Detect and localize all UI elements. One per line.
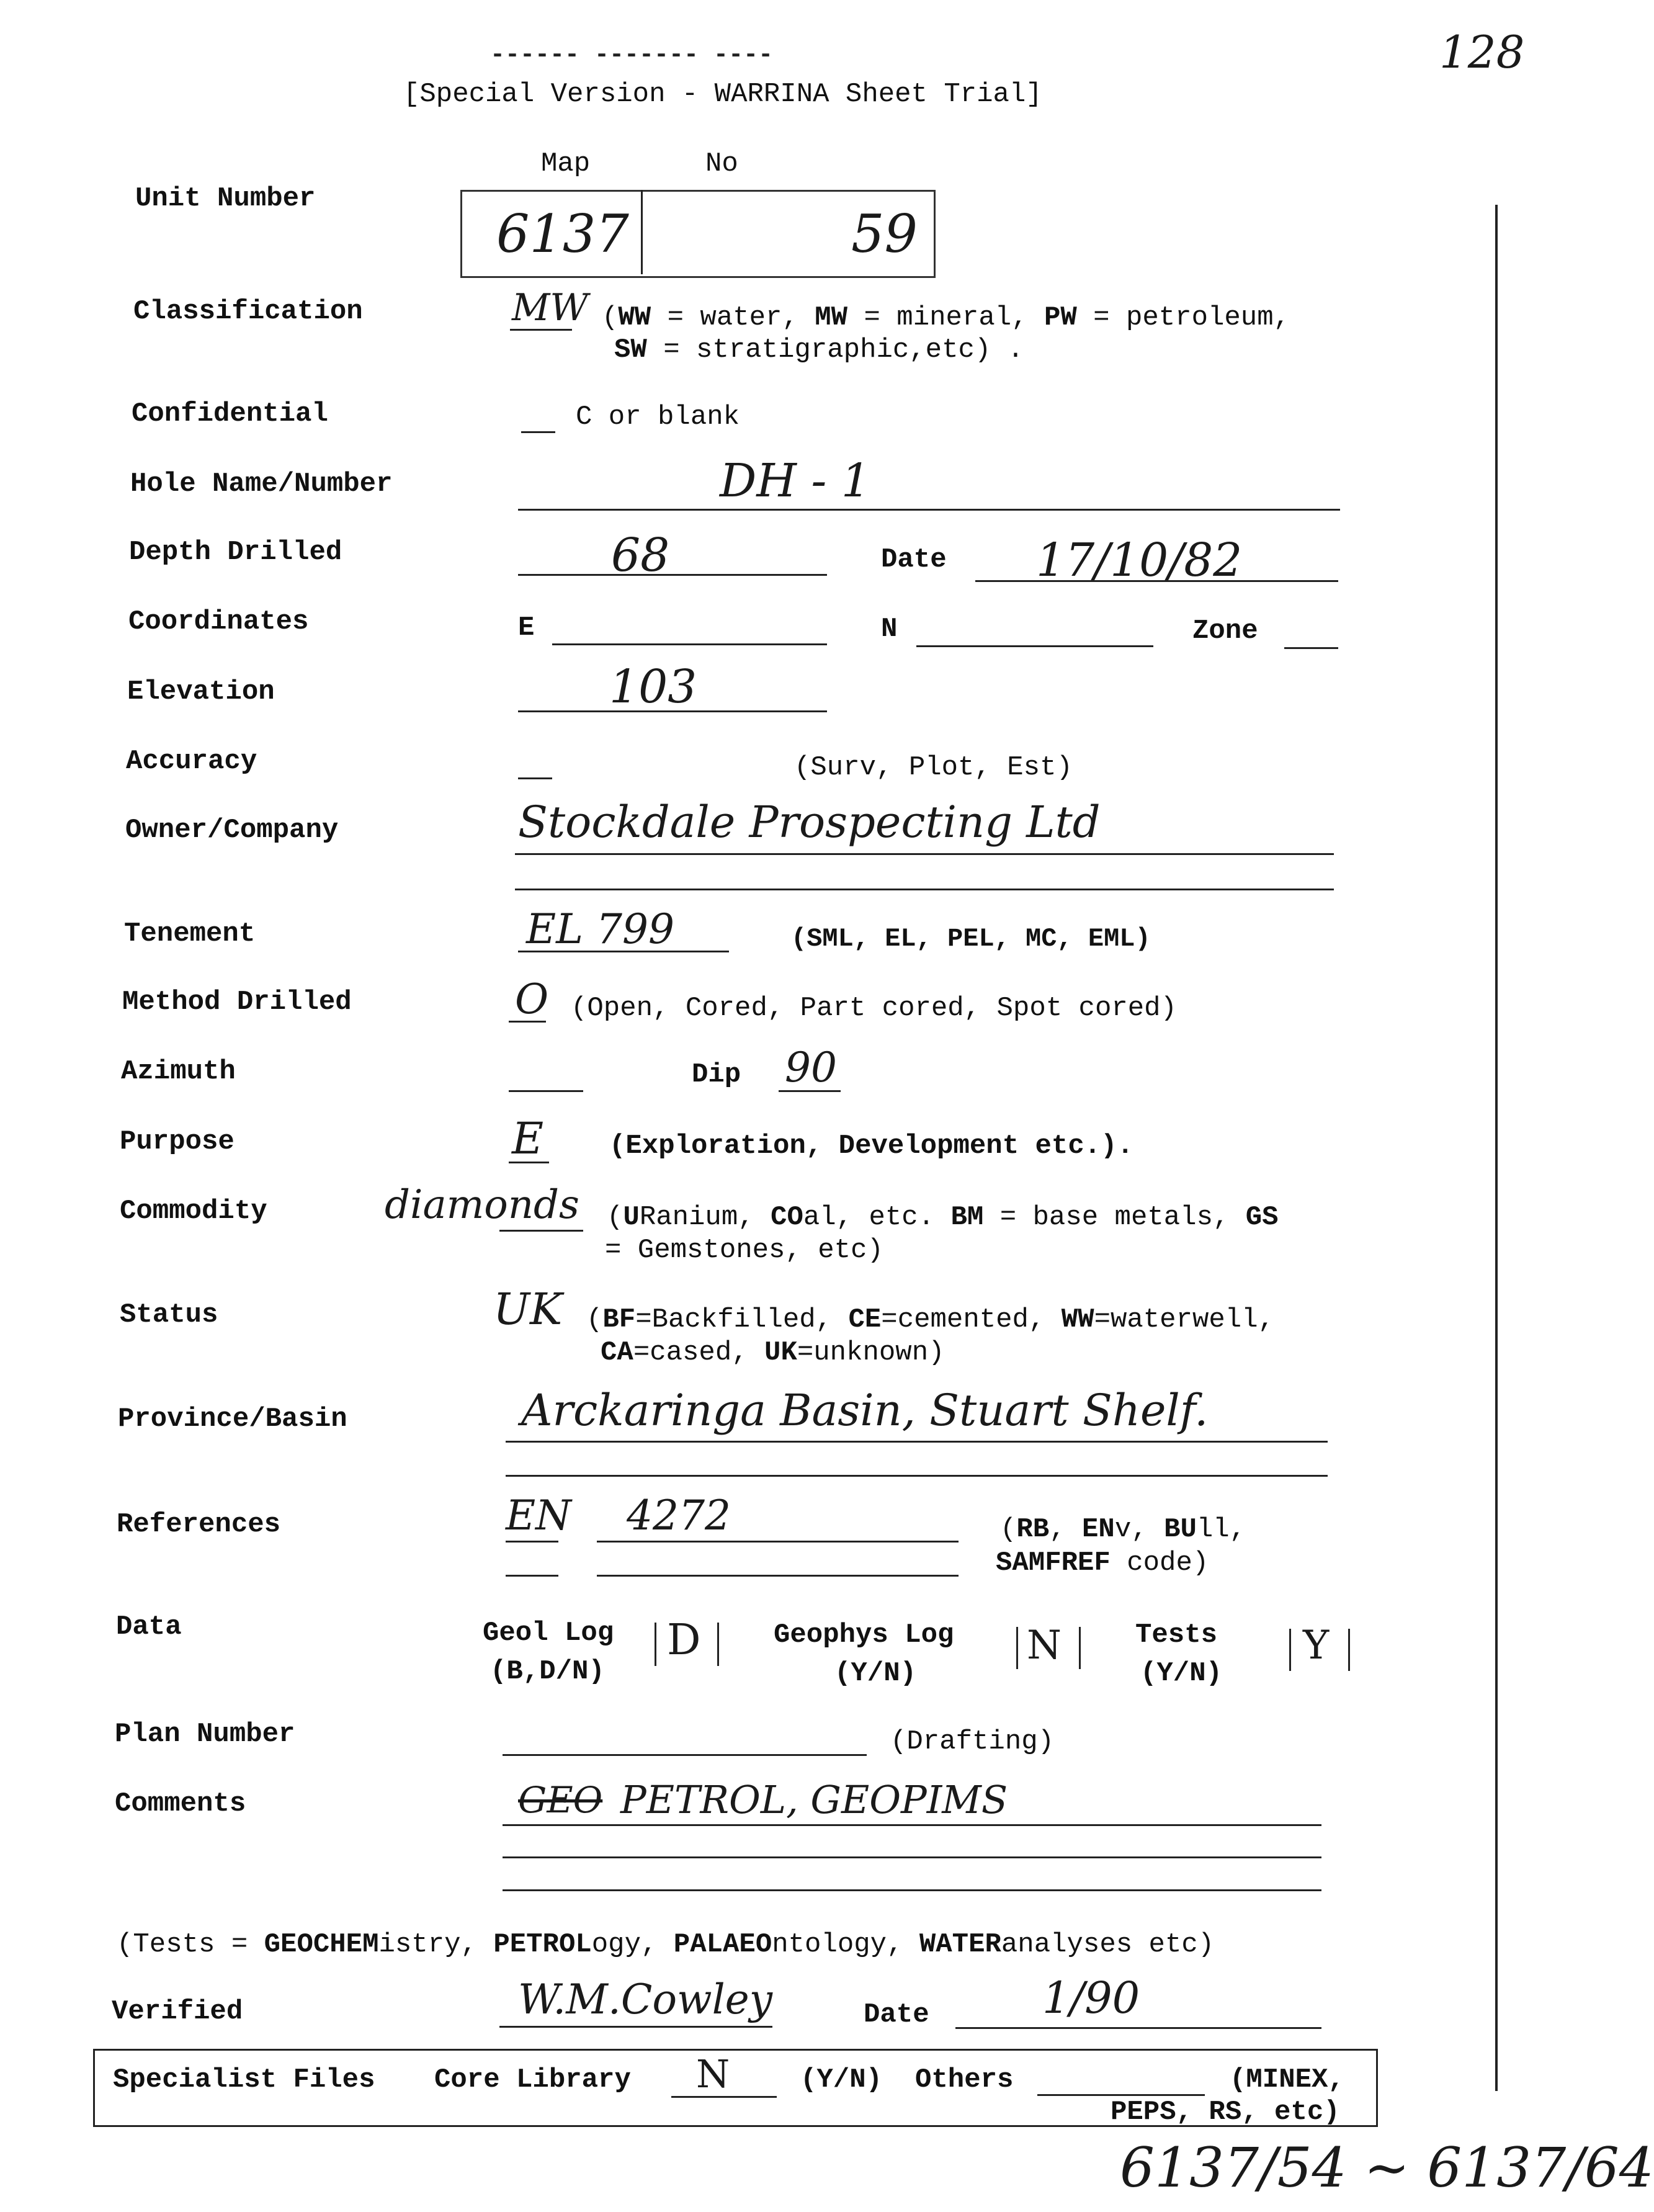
comments-field-2[interactable] <box>503 1856 1321 1858</box>
verified-date-value: 1/90 <box>1042 1972 1140 2023</box>
tenement-label: Tenement <box>124 918 256 949</box>
status-value: UK <box>493 1284 563 1335</box>
core-library-yn: (Y/N) <box>800 2064 883 2095</box>
unit-number-divider <box>641 190 643 274</box>
page-number: 128 <box>1439 26 1525 78</box>
reference-type-value: EN <box>506 1492 571 1539</box>
classification-label: Classification <box>133 296 363 327</box>
verified-date-label: Date <box>864 1999 929 2030</box>
verified-date-field[interactable] <box>955 2027 1321 2029</box>
purpose-field[interactable] <box>509 1162 549 1163</box>
comments-value: PETROL, GEOPIMS <box>620 1777 1008 1822</box>
geophys-log-label: Geophys Log <box>774 1619 954 1650</box>
geophys-log-help: (Y/N) <box>834 1658 917 1689</box>
classification-help-2: SW = stratigraphic,etc) . <box>614 334 1024 365</box>
accuracy-label: Accuracy <box>126 746 257 777</box>
tenement-help: (SML, EL, PEL, MC, EML) <box>791 924 1151 954</box>
tenement-field[interactable] <box>518 951 729 952</box>
confidential-field[interactable] <box>521 431 555 433</box>
references-help-1: (RB, ENv, BUll, <box>1000 1514 1246 1545</box>
zone-label: Zone <box>1192 616 1258 647</box>
status-label: Status <box>120 1299 218 1330</box>
tests-value: Y <box>1303 1623 1330 1668</box>
reference-number-field-2[interactable] <box>597 1575 959 1577</box>
core-library-field[interactable] <box>671 2096 777 2098</box>
commodity-value: diamonds <box>385 1182 579 1228</box>
province-basin-field[interactable] <box>506 1441 1328 1443</box>
method-drilled-field[interactable] <box>509 1021 546 1023</box>
owner-company-value: Stockdale Prospecting Ltd <box>518 797 1101 848</box>
province-basin-label: Province/Basin <box>118 1404 347 1435</box>
geol-log-help: (B,D/N) <box>490 1656 605 1687</box>
dip-label: Dip <box>692 1059 741 1090</box>
northing-label: N <box>881 614 898 645</box>
dip-value: 90 <box>785 1044 837 1091</box>
others-help-1: (MINEX, <box>1230 2064 1344 2095</box>
province-basin-field-2[interactable] <box>506 1475 1328 1477</box>
form-title-obscured: ------ ------- ---- <box>490 42 774 69</box>
comments-label: Comments <box>115 1788 246 1819</box>
verified-by-value: W.M.Cowley <box>518 1976 773 2023</box>
right-margin-line <box>1495 205 1498 2091</box>
method-drilled-value: O <box>515 975 549 1023</box>
purpose-label: Purpose <box>120 1126 235 1157</box>
commodity-help-2: = Gemstones, etc) <box>605 1235 883 1266</box>
map-column-header: Map <box>541 148 591 179</box>
plan-number-field[interactable] <box>503 1754 867 1756</box>
coordinates-label: Coordinates <box>128 606 309 637</box>
drill-date-value: 17/10/82 <box>1036 534 1243 587</box>
reference-number-value: 4272 <box>627 1492 731 1539</box>
depth-drilled-value: 68 <box>611 529 670 582</box>
province-basin-value: Arckaringa Basin, Stuart Shelf. <box>521 1385 1209 1436</box>
accuracy-help: (Surv, Plot, Est) <box>794 752 1073 783</box>
no-column-header: No <box>705 148 738 179</box>
commodity-help-1: (URanium, COal, etc. BM = base metals, GS <box>607 1202 1279 1233</box>
commodity-field[interactable] <box>499 1230 583 1232</box>
drill-date-field[interactable] <box>975 580 1338 582</box>
data-label: Data <box>116 1611 182 1642</box>
easting-label: E <box>518 612 535 643</box>
purpose-value: E <box>512 1113 544 1164</box>
status-help-2: CA=cased, UK=unknown) <box>601 1337 945 1368</box>
commodity-label: Commodity <box>120 1196 267 1227</box>
reference-type-field[interactable] <box>506 1541 558 1543</box>
verified-label: Verified <box>112 1996 243 2027</box>
drill-date-label: Date <box>881 544 947 575</box>
tenement-value: EL 799 <box>526 905 674 953</box>
verified-by-field[interactable] <box>499 2026 772 2028</box>
dip-field[interactable] <box>779 1090 841 1092</box>
elevation-field[interactable] <box>518 710 827 712</box>
hole-name-label: Hole Name/Number <box>130 468 393 499</box>
others-label: Others <box>915 2064 1014 2095</box>
references-label: References <box>117 1509 281 1540</box>
tests-help: (Y/N) <box>1140 1658 1223 1689</box>
depth-drilled-label: Depth Drilled <box>129 537 342 568</box>
unit-no-value: 59 <box>851 204 918 264</box>
confidential-label: Confidential <box>132 398 328 429</box>
reference-type-field-2[interactable] <box>506 1575 558 1577</box>
easting-field[interactable] <box>552 643 827 645</box>
depth-drilled-field[interactable] <box>518 574 827 576</box>
map-number-value: 6137 <box>496 204 629 264</box>
geol-log-label: Geol Log <box>483 1618 614 1649</box>
references-help-2: SAMFREF code) <box>996 1547 1209 1578</box>
owner-company-field-2[interactable] <box>515 889 1334 890</box>
geol-log-value: D <box>667 1616 701 1665</box>
azimuth-field[interactable] <box>509 1090 583 1092</box>
plan-number-label: Plan Number <box>115 1719 295 1750</box>
comments-field-3[interactable] <box>503 1889 1321 1891</box>
plan-number-help: (Drafting) <box>890 1726 1055 1757</box>
method-drilled-help: (Open, Cored, Part cored, Spot cored) <box>571 993 1177 1024</box>
core-library-value: N <box>696 2051 730 2097</box>
hole-name-value: DH - 1 <box>720 454 870 508</box>
status-help-1: (BF=Backfilled, CE=cemented, WW=waterwell, <box>586 1304 1275 1335</box>
elevation-value: 103 <box>609 660 697 714</box>
classification-underline <box>510 329 572 331</box>
azimuth-label: Azimuth <box>121 1056 236 1087</box>
form-subtitle: [Special Version - WARRINA Sheet Trial] <box>403 79 1042 110</box>
footer-reference-range: 6137/54 ~ 6137/64 <box>1120 2136 1654 2200</box>
hole-name-field[interactable] <box>518 509 1340 511</box>
owner-company-label: Owner/Company <box>125 815 339 846</box>
comments-struck-text: GEO <box>518 1779 603 1821</box>
owner-company-field[interactable] <box>515 853 1334 855</box>
classification-value: MW <box>512 286 589 329</box>
reference-number-field[interactable] <box>597 1541 959 1543</box>
tests-label: Tests <box>1135 1619 1218 1650</box>
northing-field[interactable] <box>916 645 1153 647</box>
elevation-label: Elevation <box>127 676 275 707</box>
method-drilled-label: Method Drilled <box>122 987 352 1018</box>
accuracy-field[interactable] <box>518 777 552 779</box>
comments-field-1[interactable] <box>503 1824 1321 1826</box>
specialist-files-label: Specialist Files <box>113 2064 375 2095</box>
tests-footnote: (Tests = GEOCHEMistry, PETROLogy, PALAEOntology, WATERanalyses etc) <box>117 1929 1215 1960</box>
classification-help-1: (WW = water, MW = mineral, PW = petroleum, <box>602 302 1290 333</box>
core-library-label: Core Library <box>434 2064 631 2095</box>
confidential-help: C or blank <box>576 401 740 432</box>
others-field[interactable] <box>1037 2094 1205 2096</box>
others-help-2: PEPS, RS, etc) <box>1111 2097 1340 2128</box>
unit-number-label: Unit Number <box>135 183 316 214</box>
geophys-log-value: N <box>1027 1623 1062 1668</box>
zone-field[interactable] <box>1284 647 1338 649</box>
purpose-help: (Exploration, Development etc.). <box>609 1131 1133 1162</box>
